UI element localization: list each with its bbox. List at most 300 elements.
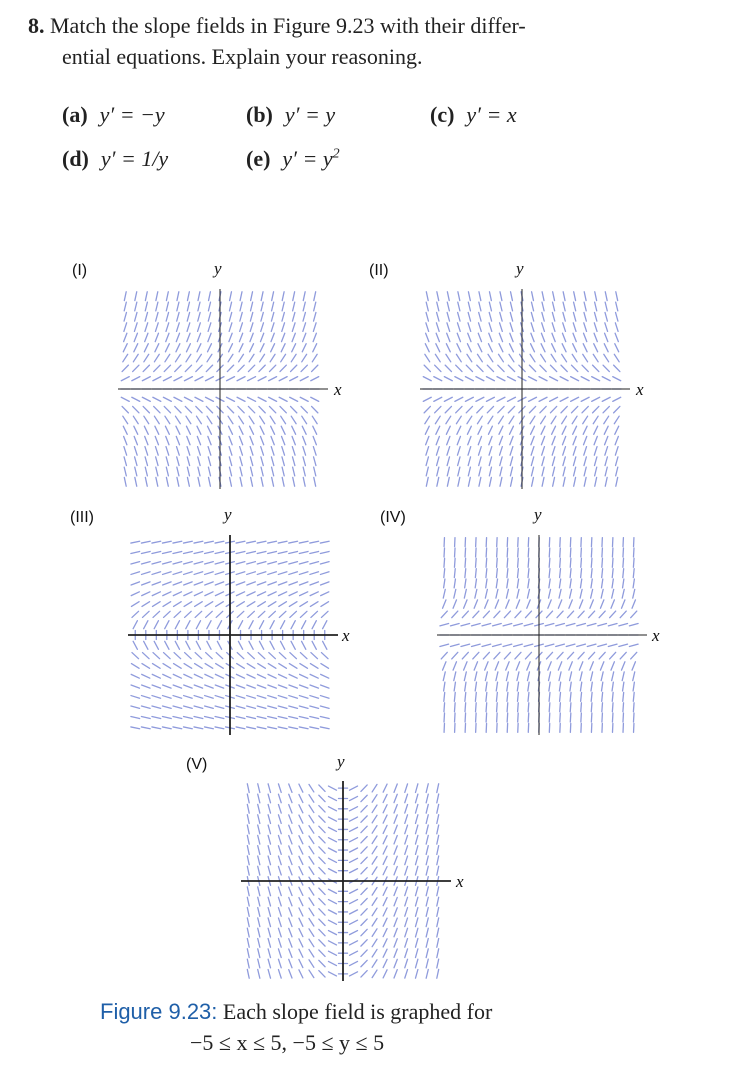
slope-segment [268, 949, 270, 958]
slope-segment [405, 866, 408, 875]
slope-segment [309, 949, 314, 957]
slope-segment [268, 825, 270, 834]
slope-segment [350, 796, 358, 800]
slope-segment [350, 817, 358, 821]
slope-segment [309, 784, 314, 792]
problem-text-1: Match the slope fields in Figure 9.23 with their differ- [50, 13, 526, 38]
slope-segment [247, 815, 249, 824]
slope-segment [299, 887, 303, 895]
panel-5-x-label: x [456, 872, 464, 891]
slope-segment [437, 856, 439, 865]
slope-segment [394, 928, 397, 936]
slope-segment [278, 805, 281, 814]
slope-segment [394, 908, 397, 916]
slope-segment [383, 856, 387, 864]
slope-segment [328, 900, 336, 904]
slope-segment [405, 815, 408, 824]
slope-segment [426, 856, 428, 865]
slope-segment [278, 846, 281, 855]
slope-segment [437, 908, 439, 917]
slope-segment [383, 784, 387, 792]
slope-segment [405, 970, 408, 979]
slope-segment [405, 835, 408, 844]
slope-segment [394, 825, 397, 833]
slope-segment [350, 951, 358, 955]
slope-segment [405, 908, 408, 917]
slope-segment [247, 887, 249, 896]
slope-segment [289, 959, 292, 967]
slope-segment [437, 835, 439, 844]
slope-segment [372, 867, 377, 875]
slope-segment [247, 784, 249, 793]
slope-segment [437, 939, 439, 948]
slope-segment [405, 784, 408, 793]
slope-segment [361, 795, 367, 801]
slope-segment [299, 794, 303, 802]
slope-segment [372, 857, 377, 865]
slope-segment [350, 807, 358, 811]
slope-segment [268, 846, 270, 855]
slope-segment [247, 939, 249, 948]
slope-segment [268, 804, 270, 813]
slope-segment [268, 835, 270, 844]
panel-3-y-label: y [224, 505, 232, 524]
slope-segment [247, 794, 249, 803]
option-d-label: (d) [62, 146, 89, 171]
slope-segment [328, 972, 336, 976]
slope-segment [372, 929, 377, 937]
slope-segment [258, 784, 260, 793]
slope-segment [426, 918, 428, 927]
slope-segment [383, 815, 387, 823]
slope-segment [437, 949, 439, 958]
slope-segment [372, 836, 377, 844]
slope-segment [328, 910, 336, 914]
panel-4-x-label: x [652, 626, 660, 645]
slope-segment [361, 857, 367, 863]
slope-segment [299, 867, 303, 875]
slope-segment [278, 815, 281, 824]
slope-segment [278, 825, 281, 834]
slope-segment [328, 869, 336, 873]
slope-segment [309, 815, 314, 823]
slope-segment [299, 784, 303, 792]
slope-segment [350, 858, 358, 862]
problem-text-2: ential equations. Explain your reasoning. [62, 44, 423, 69]
slope-segment [372, 908, 377, 916]
slope-segment [383, 887, 387, 895]
slope-segment [361, 837, 367, 843]
slope-segment [289, 970, 292, 978]
slope-segment [258, 794, 260, 803]
slope-segment [319, 929, 325, 935]
slope-segment [278, 887, 281, 896]
slope-segment [437, 897, 439, 906]
slope-segment [258, 897, 260, 906]
slope-segment [289, 949, 292, 957]
slope-segment [426, 969, 428, 978]
slope-segment [268, 897, 270, 906]
slope-segment [319, 867, 325, 873]
slope-segment [350, 889, 358, 893]
slope-segment [405, 897, 408, 906]
slope-segment [415, 959, 417, 968]
slope-segment [415, 928, 417, 937]
option-e-exponent: 2 [332, 146, 340, 162]
slope-segment [319, 898, 325, 904]
slope-segment [247, 897, 249, 906]
slope-segment [405, 825, 408, 834]
slope-segment [328, 858, 336, 862]
slope-segment [258, 969, 260, 978]
option-b-equation: y′ = y [284, 102, 336, 127]
slope-segment [437, 804, 439, 813]
slope-segment [372, 846, 377, 854]
option-d-equation: y′ = 1/y [100, 146, 169, 171]
slope-segment [258, 928, 260, 937]
slope-segment [309, 898, 314, 906]
slope-segment [309, 918, 314, 926]
slope-segment [426, 939, 428, 948]
slope-segment [289, 939, 292, 947]
slope-segment [258, 804, 260, 813]
panel-5-y-label: y [337, 752, 345, 771]
slope-segment [258, 949, 260, 958]
slope-segment [319, 785, 325, 791]
slope-segment [394, 949, 397, 957]
slope-segment [415, 949, 417, 958]
slope-segment [372, 815, 377, 823]
slope-segment [328, 848, 336, 852]
slope-segment [299, 846, 303, 854]
figure-label: Figure 9.23: [100, 999, 218, 1024]
slope-segment [361, 888, 367, 894]
slope-segment [319, 826, 325, 832]
slope-segment [426, 887, 428, 896]
slope-segment [350, 941, 358, 945]
slope-segment [361, 867, 367, 873]
slope-segment [319, 795, 325, 801]
slope-segment [426, 846, 428, 855]
slope-segment [415, 970, 417, 979]
panel-3-x-label: x [342, 626, 350, 645]
slope-segment [278, 897, 281, 906]
slope-segment [299, 959, 303, 967]
slope-segment [437, 959, 439, 968]
slope-segment [319, 857, 325, 863]
slope-segment [319, 919, 325, 925]
slope-segment [289, 928, 292, 936]
slope-segment [361, 847, 367, 853]
slope-segment [289, 887, 292, 895]
slope-segment [415, 825, 417, 834]
slope-segment [426, 804, 428, 813]
slope-segment [394, 805, 397, 813]
slope-segment [372, 784, 377, 792]
option-e-label: (e) [246, 146, 271, 171]
slope-segment [350, 827, 358, 831]
slope-segment [268, 866, 270, 875]
slope-segment [268, 918, 270, 927]
slope-segment [258, 815, 260, 824]
slope-segment [319, 940, 325, 946]
slope-segment [258, 959, 260, 968]
slope-segment [361, 950, 367, 956]
slope-segment [247, 846, 249, 855]
slope-segment [258, 918, 260, 927]
slope-segment [258, 887, 260, 896]
slope-segment [415, 939, 417, 948]
slope-segment [426, 794, 428, 803]
slope-segment [328, 920, 336, 924]
panel-3-label: (III) [70, 509, 94, 526]
slope-segment [405, 959, 408, 968]
slope-segment [437, 815, 439, 824]
slope-segment [415, 897, 417, 906]
slope-segment [350, 848, 358, 852]
slope-segment [299, 929, 303, 937]
slope-segment [328, 889, 336, 893]
slope-segment [309, 857, 314, 865]
panel-5-label: (V) [186, 756, 208, 773]
slope-segment [372, 949, 377, 957]
slope-segment [405, 805, 408, 814]
slope-segment [361, 785, 367, 791]
slope-segment [247, 804, 249, 813]
slope-segment [309, 929, 314, 937]
panel-4-y-label: y [534, 505, 542, 524]
slope-segment [299, 815, 303, 823]
slope-segment [289, 784, 292, 792]
slope-segment [383, 794, 387, 802]
slope-segment [372, 826, 377, 834]
slope-segment [383, 918, 387, 926]
slope-segment [319, 847, 325, 853]
slope-segment [319, 816, 325, 822]
slope-segment [372, 970, 377, 978]
slope-segment [247, 969, 249, 978]
slope-segment [372, 795, 377, 803]
slope-segment [278, 908, 281, 917]
problem-number: 8. [28, 13, 45, 38]
slope-segment [372, 918, 377, 926]
slope-segment [319, 909, 325, 915]
slope-segment [309, 908, 314, 916]
slope-segment [383, 898, 387, 906]
slope-segment [268, 939, 270, 948]
slope-segment [394, 815, 397, 823]
slope-segment [247, 908, 249, 917]
option-a-equation: y′ = −y [99, 102, 165, 127]
slope-segment [309, 970, 314, 978]
slope-segment [278, 794, 281, 803]
slope-segment [247, 918, 249, 927]
slope-segment [361, 826, 367, 832]
slope-segment [383, 949, 387, 957]
option-c-label: (c) [430, 102, 455, 127]
slope-segment [278, 939, 281, 948]
slope-segment [350, 961, 358, 965]
slope-segment [405, 794, 408, 803]
slope-segment [289, 908, 292, 916]
slope-segment [258, 825, 260, 834]
slope-segment [278, 949, 281, 958]
slope-segment [299, 949, 303, 957]
slope-segment [394, 836, 397, 844]
slope-segment [299, 856, 303, 864]
slope-segment [426, 959, 428, 968]
slope-segment [394, 887, 397, 895]
slope-segment [437, 969, 439, 978]
slope-segment [247, 856, 249, 865]
slope-segment [278, 866, 281, 875]
slope-segment [426, 949, 428, 958]
slope-segment [319, 950, 325, 956]
slope-segment [247, 866, 249, 875]
slope-segment [268, 928, 270, 937]
slope-segment [289, 897, 292, 905]
slope-segment [415, 846, 417, 855]
slope-segment [394, 970, 397, 978]
slope-segment [258, 835, 260, 844]
slope-segment [426, 928, 428, 937]
slope-segment [350, 869, 358, 873]
panel-2-label: (II) [369, 262, 389, 279]
slope-segment [319, 971, 325, 977]
slope-segment [383, 825, 387, 833]
slope-segment [415, 856, 417, 865]
slope-segment [383, 846, 387, 854]
slope-segment [319, 806, 325, 812]
slope-segment [405, 949, 408, 958]
slope-segment [405, 887, 408, 896]
slope-segment [309, 826, 314, 834]
option-c-equation: y′ = x [466, 102, 517, 127]
slope-segment [361, 960, 367, 966]
caption-text: Each slope field is graphed for [217, 999, 493, 1024]
slope-segment [426, 897, 428, 906]
slope-segment [383, 970, 387, 978]
slope-segment [394, 846, 397, 854]
slope-segment [289, 825, 292, 833]
slope-segment [394, 784, 397, 792]
slope-segment [309, 795, 314, 803]
option-a-label: (a) [62, 102, 88, 127]
slope-segment [268, 815, 270, 824]
figure-caption [100, 996, 620, 1058]
slope-segment [350, 910, 358, 914]
slope-segment [309, 805, 314, 813]
slope-segment [299, 908, 303, 916]
slope-segment [350, 900, 358, 904]
slope-segment [350, 838, 358, 842]
panel-2-y-label: y [516, 259, 524, 278]
slope-segment [319, 960, 325, 966]
slope-segment [328, 807, 336, 811]
slope-segment [383, 959, 387, 967]
slope-segment [328, 786, 336, 790]
slope-segment [278, 970, 281, 979]
panel-2-x-label: x [636, 380, 644, 399]
slope-segment [394, 939, 397, 947]
slope-segment [268, 887, 270, 896]
slope-segment [426, 784, 428, 793]
slope-segment [437, 866, 439, 875]
slope-segment [415, 794, 417, 803]
slope-segment [299, 918, 303, 926]
slope-segment [289, 918, 292, 926]
slope-segment [299, 970, 303, 978]
option-b-label: (b) [246, 102, 273, 127]
slope-segment [247, 928, 249, 937]
slope-segment [328, 931, 336, 935]
slope-segment [394, 897, 397, 905]
slope-segment [361, 971, 367, 977]
slope-segment [361, 909, 367, 915]
slope-segment [383, 929, 387, 937]
slope-segment [426, 866, 428, 875]
panel-1-y-label: y [214, 259, 222, 278]
slope-segment [289, 866, 292, 874]
slope-segment [328, 961, 336, 965]
slope-segment [247, 825, 249, 834]
slope-segment [299, 898, 303, 906]
slope-segment [258, 939, 260, 948]
slope-segment [394, 866, 397, 874]
slope-segment [415, 784, 417, 793]
slope-segment [361, 940, 367, 946]
slope-segment [278, 784, 281, 793]
slope-segment [278, 918, 281, 927]
slope-segment [437, 887, 439, 896]
slope-segment [415, 887, 417, 896]
slope-segment [278, 959, 281, 968]
slope-segment [372, 805, 377, 813]
slope-segment [258, 866, 260, 875]
slope-segment [437, 928, 439, 937]
slope-segment [350, 972, 358, 976]
slope-segment [328, 817, 336, 821]
slope-segment [289, 836, 292, 844]
slope-segment [328, 951, 336, 955]
slope-segment [383, 836, 387, 844]
slope-segment [415, 815, 417, 824]
slope-segment [309, 960, 314, 968]
slope-segment [383, 867, 387, 875]
slope-segment [319, 837, 325, 843]
option-e-base: y′ = y [282, 146, 333, 171]
slope-segment [309, 939, 314, 947]
slope-segment [268, 784, 270, 793]
slope-segment [394, 959, 397, 967]
slope-segment [437, 784, 439, 793]
slope-segment [278, 856, 281, 865]
slope-segment [394, 794, 397, 802]
slope-segment [309, 846, 314, 854]
slope-segment [383, 908, 387, 916]
slope-segment [309, 888, 314, 896]
slope-segment [299, 805, 303, 813]
slope-segment [247, 949, 249, 958]
slope-segment [405, 939, 408, 948]
slope-segment [319, 888, 325, 894]
slope-segment [247, 835, 249, 844]
slope-segment [289, 805, 292, 813]
slope-segment [405, 856, 408, 865]
slope-segment [299, 939, 303, 947]
slope-segment [299, 825, 303, 833]
slope-segment [415, 866, 417, 875]
